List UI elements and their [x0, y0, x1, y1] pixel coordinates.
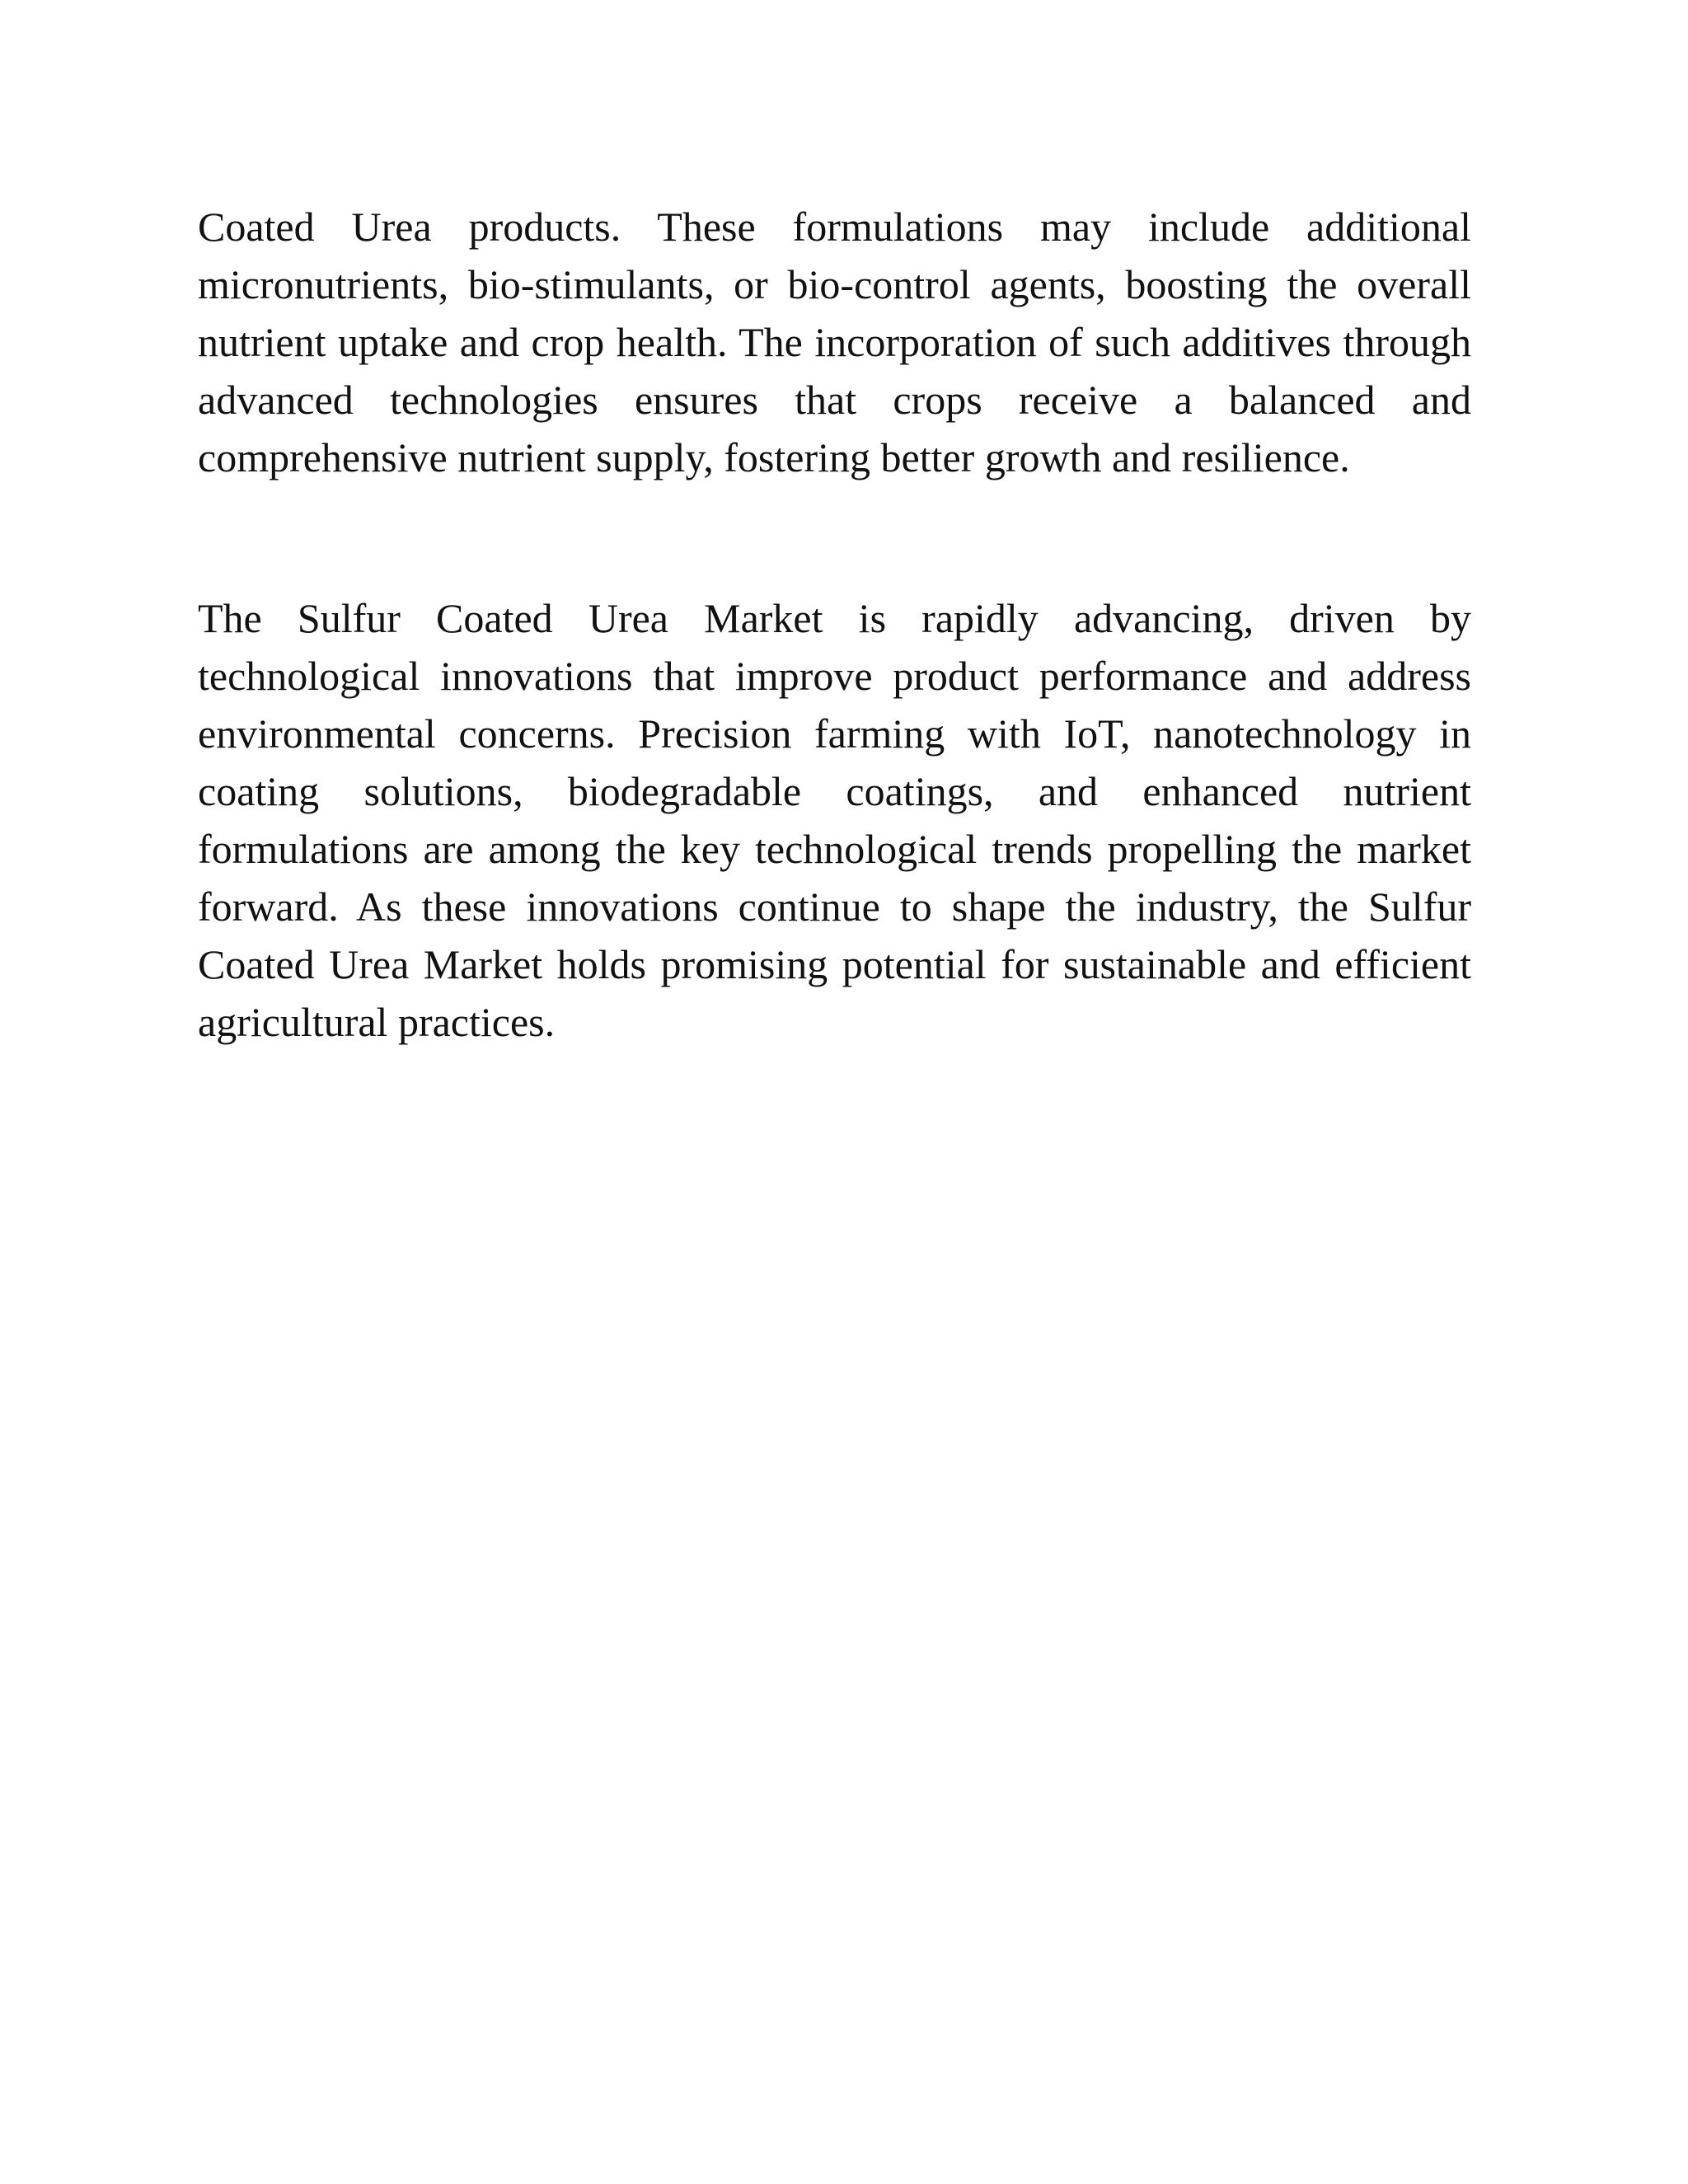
- document-body: [198, 198, 1471, 1051]
- paragraph-market-innovations: The Sulfur Coated Urea Market is rapidly advancing, driven by technological innovations that improve product performance and address environmental concerns. Precision farming with IoT, nanotechnology in coating solutions, biodegradable coatings, and enhanced nutrient formulations are among the key technological trends propelling the market forward. As these innovations continue to shape the industry, the Sulfur Coated Urea Market holds promising potential for sustainable and efficient agricultural practices.: [198, 595, 1471, 1045]
- paragraph-coated-urea-formulations: Coated Urea products. These formulations may include additional micronutrients, bio-stimulants, or bio-control agents, boosting the overall nutrient uptake and crop health. The incorporation of such additives through advanced technologies ensures that crops receive a balanced and comprehensive nutrient supply, fostering better growth and resilience.: [198, 204, 1471, 480]
